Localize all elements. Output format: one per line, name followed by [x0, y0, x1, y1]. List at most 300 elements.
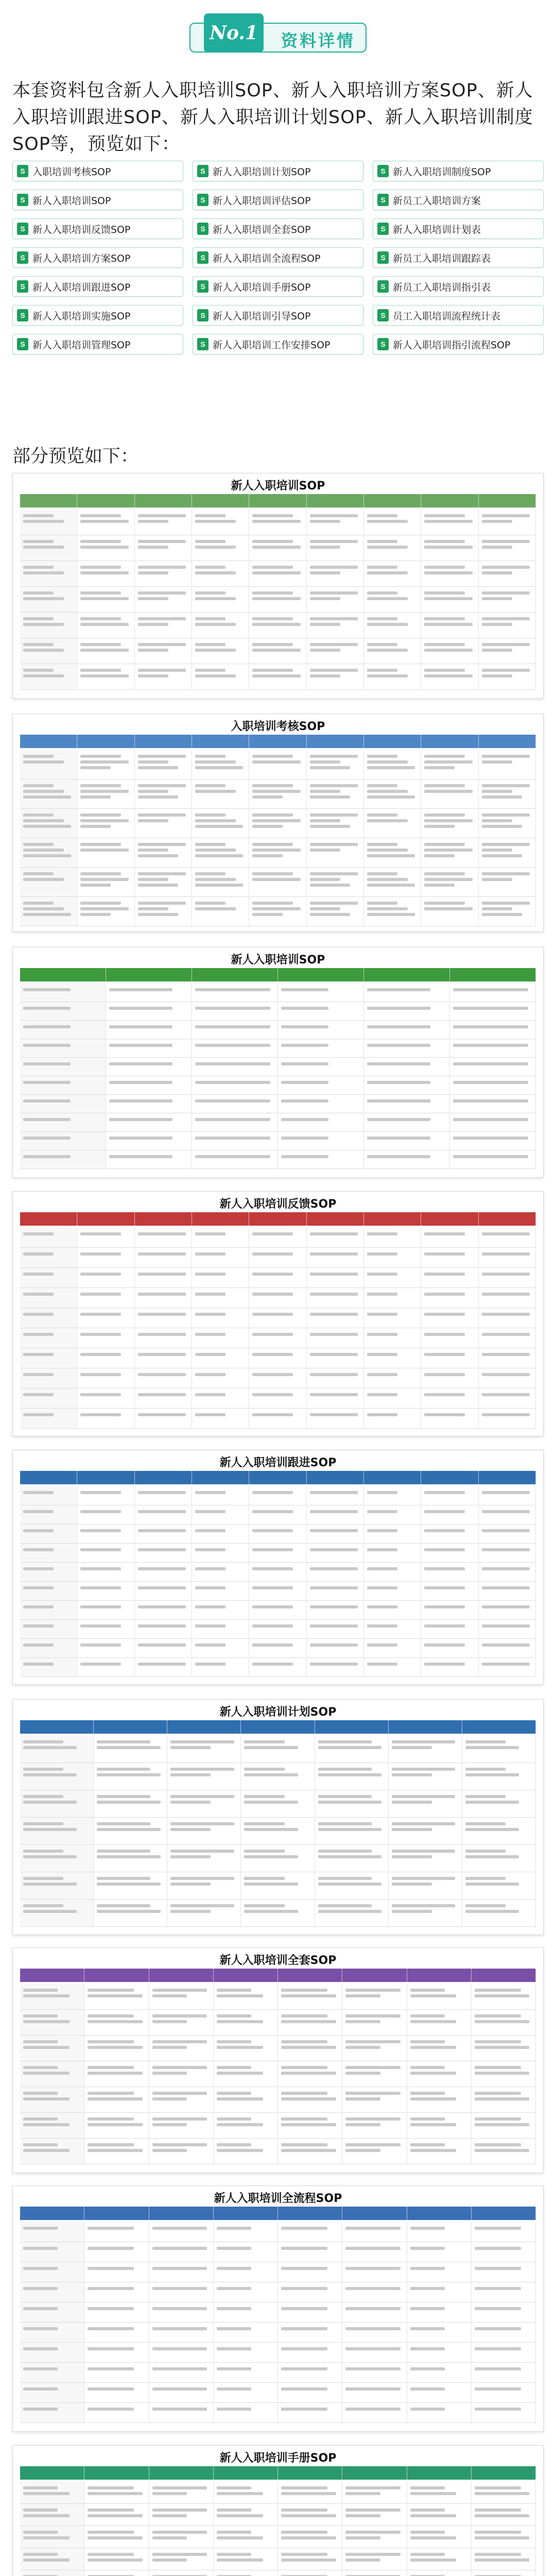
sheet-cell — [421, 1368, 478, 1388]
sheet-header-cell — [407, 2207, 472, 2220]
sheet-cell — [364, 638, 421, 664]
sheet-cell — [479, 1658, 536, 1676]
sheet-cell — [462, 1736, 536, 1762]
sheet-cell — [389, 1900, 462, 1926]
file-card[interactable] — [373, 190, 544, 210]
sheet-cell — [20, 779, 77, 808]
sheet-cell — [364, 664, 421, 689]
file-name: 入职培训考核SOP — [32, 166, 111, 178]
sheet-cell — [479, 1288, 536, 1308]
spreadsheet-icon: S — [197, 251, 208, 264]
sheet-cell — [249, 1228, 306, 1247]
sheet-row — [20, 1872, 536, 1900]
sheet-cell — [149, 2504, 214, 2526]
preview-sheet[interactable] — [12, 1450, 544, 1685]
spreadsheet-icon: S — [17, 280, 28, 293]
sheet-cell — [149, 1984, 214, 2009]
sheet-cell — [77, 1524, 134, 1543]
sheet-cell — [307, 1288, 364, 1308]
sheet-cell — [407, 2383, 472, 2402]
sheet-cell — [307, 1368, 364, 1388]
sheet-cell — [407, 2087, 472, 2112]
sheet-cell — [479, 1601, 536, 1619]
sheet-cell — [307, 750, 364, 779]
sheet-cell — [84, 2113, 149, 2138]
sheet-row — [20, 984, 536, 1002]
sheet-cell — [20, 1790, 94, 1817]
sheet-cell — [167, 1900, 241, 1926]
sheet-cell — [135, 1658, 192, 1676]
sheet-cell — [106, 1113, 192, 1131]
preview-sheet[interactable] — [12, 2185, 544, 2432]
sheet-header-cell — [241, 1720, 315, 1734]
sheet-cell — [315, 1736, 389, 1762]
sheet-cell — [307, 561, 364, 586]
sheet-cell — [214, 2548, 278, 2570]
sheet-cell — [315, 1818, 389, 1844]
file-card[interactable] — [373, 305, 544, 326]
sheet-header-cell — [307, 494, 364, 507]
sheet-cell — [307, 1248, 364, 1267]
sheet-cell — [421, 1505, 478, 1524]
sheet-header-cell — [135, 494, 192, 507]
sheet-cell — [278, 2570, 342, 2576]
sheet-cell — [479, 868, 536, 896]
file-card[interactable] — [193, 218, 363, 239]
sheet-cell — [84, 2139, 149, 2164]
sheet-cell — [364, 779, 421, 808]
sheet-cell — [84, 2548, 149, 2570]
sheet-cell — [149, 2526, 214, 2548]
sheet-cell — [77, 1544, 134, 1562]
sheet-cell — [94, 1845, 167, 1872]
sheet-row — [20, 1095, 536, 1113]
intro-paragraph: 本套资料包含新人入职培训SOP、新人入职培训方案SOP、新人入职培训跟进SOP、新人入职培训计划SOP、新人入职培训制度SOP等，预览如下： — [12, 80, 533, 155]
sheet-cell — [472, 2383, 536, 2402]
sheet-cell — [192, 1150, 278, 1168]
sheet-header-cell — [450, 968, 536, 981]
sheet-cell — [214, 2323, 278, 2342]
sheet-cell — [462, 1845, 536, 1872]
file-name: 员工入职培训流程统计表 — [393, 310, 501, 322]
sheet-header-cell — [249, 494, 306, 507]
sheet-cell — [389, 1790, 462, 1817]
sheet-cell — [84, 2363, 149, 2382]
sheet-row — [20, 2036, 536, 2061]
sheet-cell — [307, 1544, 364, 1562]
sheet-header-cell — [20, 1969, 84, 1982]
sheet-cell — [192, 1228, 249, 1247]
sheet-cell — [307, 587, 364, 612]
spreadsheet-icon: S — [377, 223, 389, 235]
file-card[interactable] — [193, 276, 363, 297]
sheet-cell — [307, 1388, 364, 1408]
file-card[interactable] — [193, 247, 363, 268]
sheet-header-cell — [20, 735, 77, 748]
sheet-cell — [407, 2548, 472, 2570]
sheet-cell — [20, 868, 77, 896]
sheet-cell — [421, 1228, 478, 1247]
sheet-title: 新人入职培训SOP — [231, 954, 325, 967]
sheet-cell — [20, 1872, 94, 1899]
sheet-cell — [342, 2343, 407, 2362]
sheet-cell — [135, 1486, 192, 1505]
sheet-cell — [94, 1736, 167, 1762]
file-card[interactable] — [12, 305, 183, 326]
sheet-cell — [479, 510, 536, 535]
sheet-cell — [389, 1736, 462, 1762]
sheet-cell — [135, 587, 192, 612]
sheet-cell — [149, 2222, 214, 2242]
file-card[interactable] — [12, 161, 183, 181]
sheet-cell — [77, 1486, 134, 1505]
sheet-cell — [389, 1763, 462, 1790]
sheet-cell — [192, 664, 249, 689]
sheet-header-row — [20, 2207, 536, 2220]
sheet-cell — [479, 1328, 536, 1348]
sheet-cell — [479, 1563, 536, 1581]
sheet-header-cell — [342, 2207, 407, 2220]
spreadsheet-icon: S — [377, 165, 389, 177]
sheet-cell — [214, 2363, 278, 2382]
file-card[interactable] — [193, 161, 363, 181]
sheet-header-cell — [249, 1212, 306, 1226]
sheet-header-cell — [307, 1471, 364, 1484]
sheet-cell — [421, 1409, 478, 1428]
sheet-cell — [149, 2323, 214, 2342]
sheet-cell — [278, 2061, 342, 2087]
sheet-title: 新人入职培训手册SOP — [219, 2452, 337, 2465]
sheet-cell — [20, 1658, 77, 1676]
sheet-cell — [472, 2403, 536, 2422]
sheet-row — [20, 1039, 536, 1058]
sheet-cell — [364, 1620, 421, 1638]
sheet-header-cell — [192, 735, 249, 748]
file-card[interactable] — [373, 218, 544, 239]
sheet-cell — [20, 750, 77, 779]
sheet-cell — [192, 638, 249, 664]
sheet-cell — [77, 1505, 134, 1524]
sheet-cell — [20, 1113, 106, 1131]
sheet-cell — [77, 1348, 134, 1368]
sheet-header-cell — [364, 1212, 421, 1226]
sheet-cell — [364, 1113, 450, 1131]
sheet-cell — [192, 1563, 249, 1581]
file-name: 新人入职培训SOP — [32, 195, 111, 207]
spreadsheet-icon: S — [17, 309, 28, 321]
sheet-cell — [278, 2548, 342, 2570]
sheet-cell — [20, 2363, 84, 2382]
sheet-row — [20, 868, 536, 897]
sheet-row — [20, 2087, 536, 2113]
sheet-cell — [421, 561, 478, 586]
sheet-cell — [20, 1228, 77, 1247]
sheet-cell — [472, 2323, 536, 2342]
sheet-cell — [192, 1620, 249, 1638]
sheet-cell — [462, 1900, 536, 1926]
sheet-cell — [20, 2403, 84, 2422]
file-card[interactable] — [373, 276, 544, 297]
sheet-row — [20, 1228, 536, 1248]
sheet-row — [20, 2242, 536, 2262]
sheet-cell — [94, 1790, 167, 1817]
sheet-cell — [84, 2010, 149, 2035]
sheet-cell — [278, 2113, 342, 2138]
sheet-cell — [20, 2139, 84, 2164]
sheet-cell — [249, 779, 306, 808]
sheet-cell — [214, 2139, 278, 2164]
sheet-header-cell — [20, 494, 77, 507]
sheet-row — [20, 613, 536, 638]
sheet-header-cell — [77, 735, 134, 748]
sheet-cell — [149, 2482, 214, 2503]
sheet-cell — [77, 1248, 134, 1267]
sheet-cell — [241, 1763, 315, 1790]
sheet-cell — [479, 1308, 536, 1328]
sheet-row — [20, 2061, 536, 2087]
file-name: 新人入职培训方案SOP — [32, 252, 131, 264]
sheet-cell — [421, 664, 478, 689]
sheet-cell — [192, 897, 249, 926]
file-card[interactable] — [193, 334, 363, 354]
sheet-row — [20, 535, 536, 561]
sheet-cell — [214, 2302, 278, 2322]
file-name: 新人入职培训指引流程SOP — [393, 339, 511, 351]
sheet-cell — [94, 1900, 167, 1926]
sheet-header-cell — [407, 1969, 472, 1982]
sheet-cell — [249, 1544, 306, 1562]
sheet-header-cell — [421, 735, 478, 748]
sheet-row — [20, 1658, 536, 1677]
sheet-row — [20, 1505, 536, 1524]
sheet-cell — [149, 2383, 214, 2402]
sheet-row — [20, 2548, 536, 2570]
sheet-cell — [192, 1132, 278, 1150]
sheet-cell — [249, 510, 306, 535]
sheet-row — [20, 1524, 536, 1544]
preview-sheet[interactable] — [12, 1947, 544, 2173]
sheet-cell — [364, 1039, 450, 1057]
sheet-cell — [342, 2010, 407, 2035]
sheet-cell — [192, 1486, 249, 1505]
preview-sheet[interactable] — [12, 473, 544, 699]
sheet-cell — [450, 1132, 536, 1150]
sheet-row — [20, 638, 536, 664]
sheet-cell — [462, 1872, 536, 1899]
sheet-cell — [472, 2242, 536, 2262]
sheet-cell — [135, 779, 192, 808]
badge-title: 资料详情 — [281, 31, 356, 50]
file-card[interactable] — [373, 247, 544, 268]
sheet-cell — [20, 1620, 77, 1638]
sheet-title: 新人入职培训全套SOP — [219, 1954, 337, 1967]
sheet-cell — [192, 779, 249, 808]
sheet-cell — [20, 1095, 106, 1113]
preview-sheet[interactable] — [12, 714, 544, 932]
sheet-header-cell — [20, 1212, 77, 1226]
sheet-cell — [214, 2282, 278, 2302]
file-name: 新人入职培训反馈SOP — [32, 224, 131, 235]
sheet-cell — [20, 1639, 77, 1657]
spreadsheet-icon: S — [17, 251, 28, 264]
sheet-header-cell — [249, 1471, 306, 1484]
sheet-cell — [94, 1818, 167, 1844]
sheet-cell — [315, 1845, 389, 1872]
sheet-cell — [20, 1328, 77, 1348]
sheet-cell — [20, 510, 77, 535]
sheet-cell — [192, 868, 249, 896]
sheet-row — [20, 1388, 536, 1409]
sheet-cell — [421, 1620, 478, 1638]
preview-sheet[interactable] — [12, 2445, 544, 2576]
sheet-cell — [135, 1308, 192, 1328]
sheet-cell — [214, 2113, 278, 2138]
sheet-cell — [20, 1763, 94, 1790]
sheet-cell — [84, 2403, 149, 2422]
sheet-cell — [278, 1113, 364, 1131]
sheet-cell — [249, 1368, 306, 1388]
file-card[interactable] — [193, 190, 363, 210]
sheet-cell — [20, 1736, 94, 1762]
sheet-header-row — [20, 735, 536, 748]
sheet-cell — [94, 1763, 167, 1790]
sheet-cell — [214, 2222, 278, 2242]
file-card[interactable] — [193, 305, 363, 326]
preview-sheet[interactable] — [12, 1191, 544, 1436]
sheet-cell — [192, 613, 249, 638]
sheet-cell — [241, 1872, 315, 1899]
badge-number: No.1 — [204, 13, 264, 53]
file-card[interactable] — [373, 161, 544, 181]
sheet-cell — [84, 2383, 149, 2402]
sheet-cell — [214, 2087, 278, 2112]
sheet-cell — [135, 897, 192, 926]
sheet-cell — [479, 1409, 536, 1428]
sheet-cell — [278, 1002, 364, 1020]
sheet-cell — [307, 1505, 364, 1524]
sheet-cell — [249, 1620, 306, 1638]
sheet-cell — [149, 2302, 214, 2322]
sheet-cell — [472, 2222, 536, 2242]
sheet-cell — [149, 2403, 214, 2422]
sheet-cell — [479, 561, 536, 586]
sheet-header-cell — [278, 2466, 342, 2480]
sheet-row — [20, 779, 536, 809]
sheet-row — [20, 2383, 536, 2403]
sheet-cell — [135, 1228, 192, 1247]
file-list — [12, 161, 544, 354]
file-card[interactable] — [373, 334, 544, 354]
sheet-title: 新人入职培训反馈SOP — [219, 1198, 337, 1211]
sheet-cell — [407, 2010, 472, 2035]
sheet-cell — [77, 638, 134, 664]
sheet-cell — [364, 1288, 421, 1308]
sheet-cell — [20, 1582, 77, 1600]
sheet-cell — [315, 1763, 389, 1790]
sheet-cell — [167, 1872, 241, 1899]
sheet-cell — [407, 2113, 472, 2138]
sheet-cell — [20, 1368, 77, 1388]
preview-sheet[interactable] — [12, 947, 544, 1178]
sheet-cell — [472, 2113, 536, 2138]
sheet-cell — [364, 1095, 450, 1113]
sheet-cell — [135, 1348, 192, 1368]
sheet-cell — [77, 1308, 134, 1328]
sheet-cell — [479, 809, 536, 838]
sheet-row — [20, 2526, 536, 2548]
file-card[interactable] — [12, 218, 183, 239]
sheet-cell — [84, 1984, 149, 2009]
sheet-cell — [342, 2222, 407, 2242]
sheet-cell — [364, 561, 421, 586]
sheet-cell — [20, 2482, 84, 2503]
sheet-header-row — [20, 1212, 536, 1226]
sheet-cell — [479, 535, 536, 561]
sheet-cell — [77, 561, 134, 586]
sheet-cell — [192, 1288, 249, 1308]
sheet-cell — [407, 2403, 472, 2422]
file-card[interactable] — [12, 247, 183, 268]
file-card[interactable] — [12, 334, 183, 354]
sheet-cell — [364, 1409, 421, 1428]
sheet-cell — [450, 1095, 536, 1113]
sheet-cell — [249, 1524, 306, 1543]
sheet-cell — [106, 1150, 192, 1168]
sheet-header-cell — [342, 2466, 407, 2480]
sheet-cell — [479, 838, 536, 867]
sheet-cell — [479, 1228, 536, 1247]
sheet-cell — [214, 2061, 278, 2087]
sheet-header-cell — [407, 2466, 472, 2480]
sheet-cell — [20, 561, 77, 586]
sheet-cell — [20, 1308, 77, 1328]
sheet-cell — [20, 1132, 106, 1150]
sheet-cell — [342, 2403, 407, 2422]
sheet-cell — [421, 1601, 478, 1619]
file-name: 新人入职培训实施SOP — [32, 310, 131, 322]
preview-sheet[interactable] — [12, 1699, 544, 1935]
sheet-cell — [214, 2343, 278, 2362]
sheet-cell — [450, 1150, 536, 1168]
sheet-header-cell — [84, 2466, 149, 2480]
sheet-header-cell — [364, 494, 421, 507]
sheet-cell — [364, 1132, 450, 1150]
sheet-cell — [149, 2282, 214, 2302]
sheet-cell — [421, 1248, 478, 1267]
sheet-cell — [84, 2242, 149, 2262]
sheet-cell — [135, 1248, 192, 1267]
sheet-row — [20, 897, 536, 926]
sheet-cell — [407, 2570, 472, 2576]
sheet-cell — [20, 1900, 94, 1926]
sheet-cell — [84, 2504, 149, 2526]
sheet-cell — [407, 2343, 472, 2362]
sheet-cell — [307, 1228, 364, 1247]
file-card[interactable] — [12, 190, 183, 210]
file-name: 新员工入职培训指引表 — [393, 281, 491, 293]
sheet-cell — [421, 1524, 478, 1543]
sheet-cell — [342, 2036, 407, 2061]
sheet-cell — [149, 2113, 214, 2138]
sheet-header-cell — [94, 1720, 167, 1734]
sheet-row — [20, 1736, 536, 1763]
sheet-cell — [364, 1328, 421, 1348]
sheet-cell — [20, 2302, 84, 2322]
sheet-cell — [20, 535, 77, 561]
sheet-cell — [77, 1620, 134, 1638]
sheet-cell — [20, 1984, 84, 2009]
file-card[interactable] — [12, 276, 183, 297]
